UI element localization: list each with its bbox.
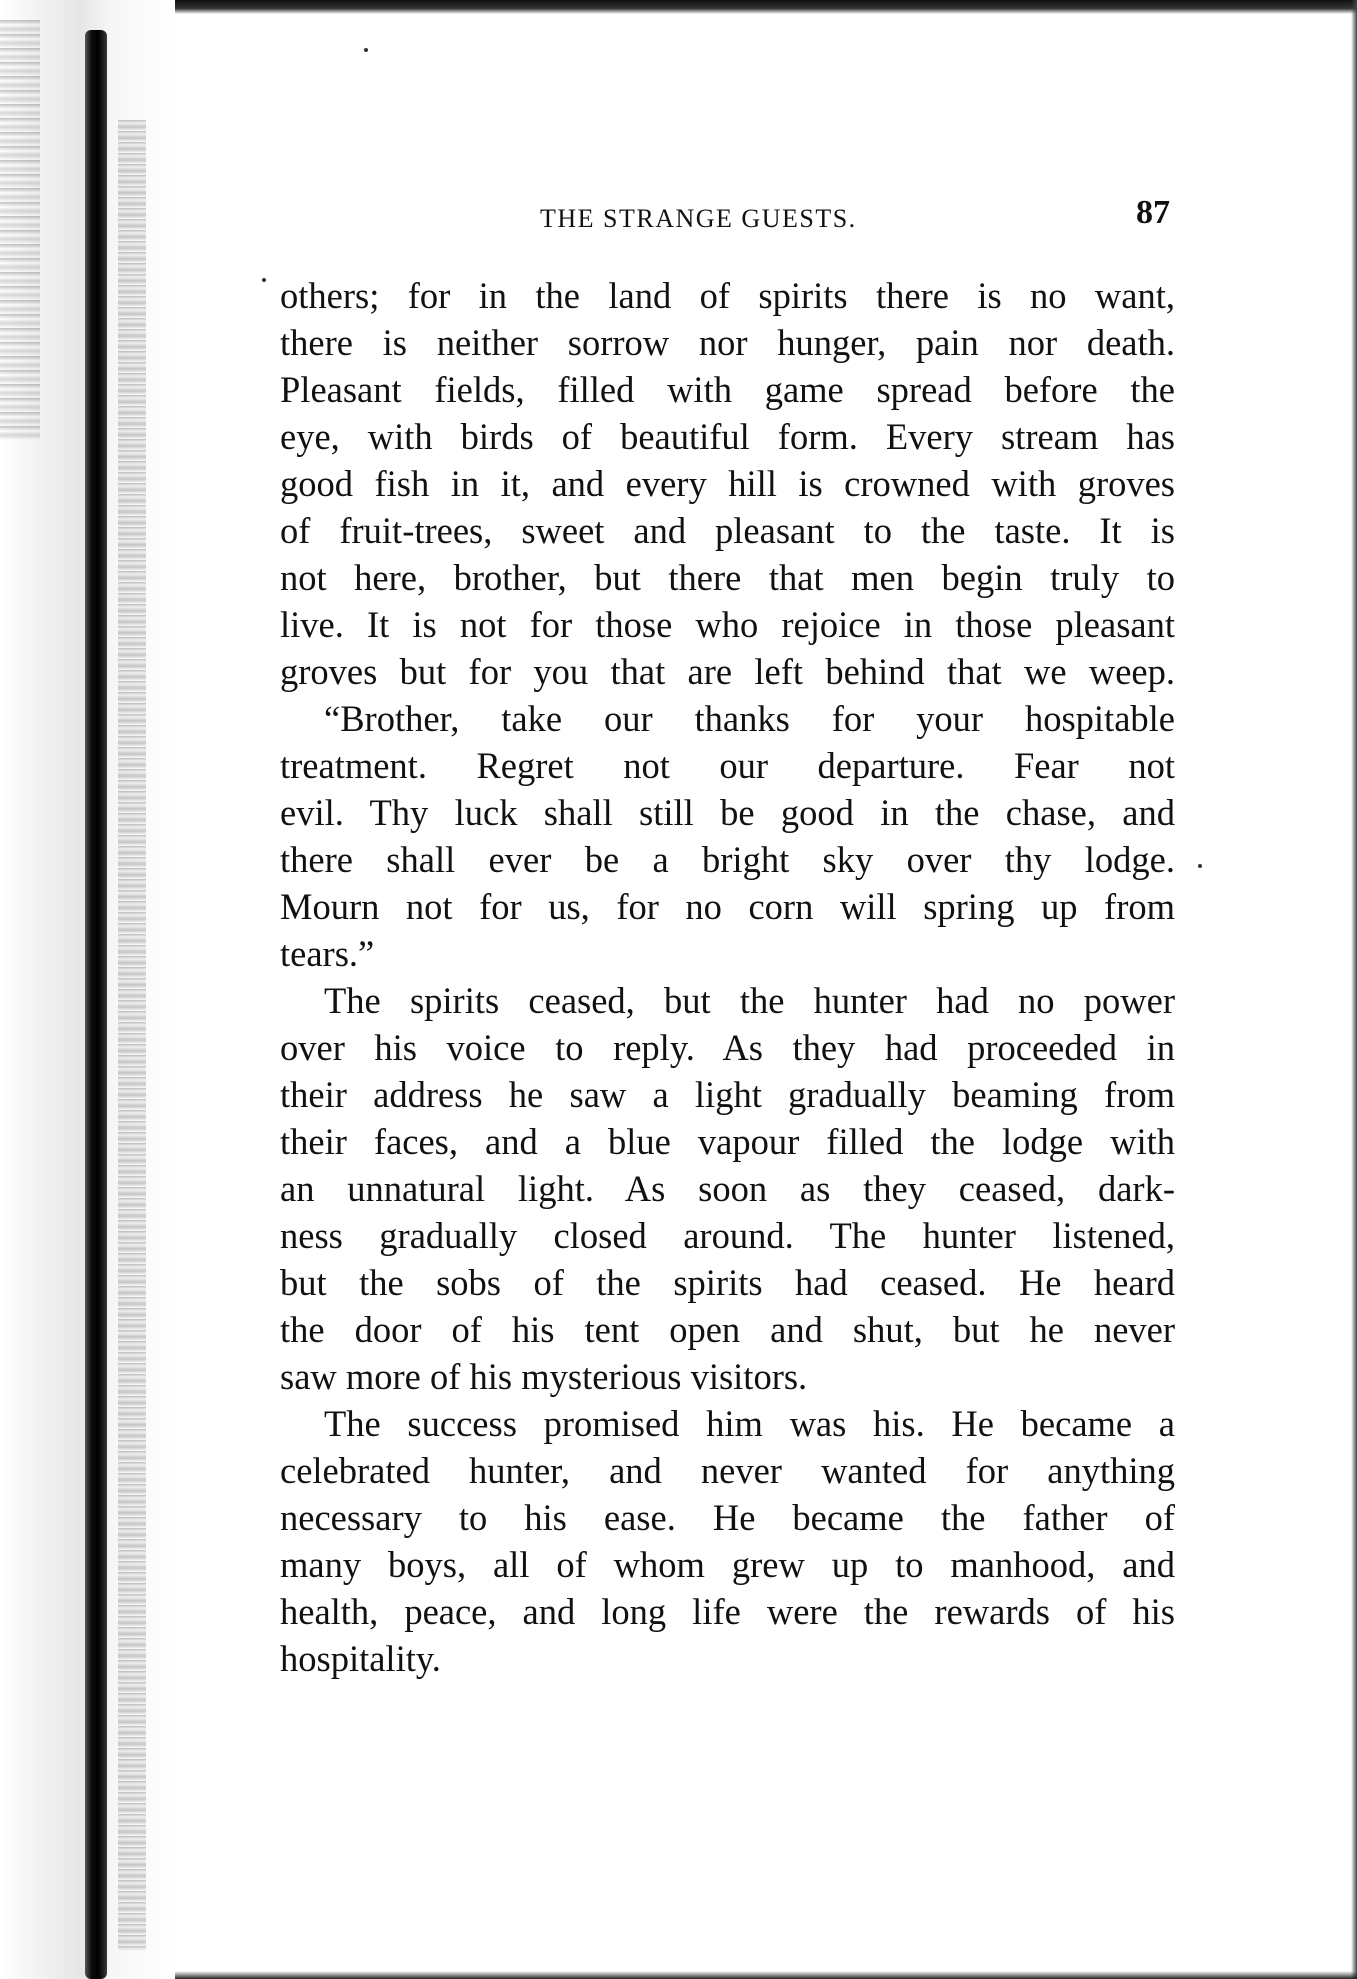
text-line: The spirits ceased, but the hunter had no power [324, 980, 1175, 1021]
text-line: good fish in it, and every hill is crowned with groves [280, 463, 1175, 504]
gutter-speckle-right [118, 120, 146, 1950]
text-line: treatment. Regret not our departure. Fear not [280, 745, 1175, 786]
gutter-speckle-left [0, 20, 40, 440]
page-edge-bottom [0, 1971, 1357, 1979]
stray-mark [1198, 864, 1202, 868]
text-line: saw more of his mysterious visitors. [280, 1356, 808, 1397]
text-line: the door of his tent open and shut, but he never [280, 1309, 1175, 1350]
running-head [280, 194, 1170, 244]
text-line: The success promised him was his. He became a [324, 1403, 1175, 1444]
text-line: but the sobs of the spirits had ceased. He heard [280, 1262, 1175, 1303]
text-line: groves but for you that are left behind that we weep. [280, 651, 1175, 692]
paragraph [280, 977, 1175, 1400]
text-line: eye, with birds of beautiful form. Every stream has [280, 416, 1175, 457]
text-line: Pleasant fields, filled with game spread before the [280, 369, 1175, 410]
text-line: celebrated hunter, and never wanted for anything [280, 1450, 1175, 1491]
text-line: health, peace, and long life were the rewards of his [280, 1591, 1175, 1632]
text-line: Mourn not for us, for no corn will spring up from [280, 886, 1175, 927]
text-line: an unnatural light. As soon as they ceased, dark- [280, 1168, 1175, 1209]
gutter-binding-shadow [85, 30, 107, 1979]
text-line: over his voice to reply. As they had proceeded in [280, 1027, 1175, 1068]
stray-mark [262, 278, 266, 282]
paragraph [280, 695, 1175, 977]
text-line: hospitality. [280, 1638, 441, 1679]
page-edge-top [0, 0, 1357, 14]
text-line: there is neither sorrow nor hunger, pain nor death. [280, 322, 1175, 363]
body-text [280, 272, 1175, 1682]
text-line: their address he saw a light gradually beaming from [280, 1074, 1175, 1115]
text-line: others; for in the land of spirits there is no want, [280, 275, 1175, 316]
text-line: evil. Thy luck shall still be good in the chase, and [280, 792, 1175, 833]
running-title: THE STRANGE GUESTS. [540, 204, 857, 233]
text-line: ness gradually closed around. The hunter listened, [280, 1215, 1175, 1256]
text-line: necessary to his ease. He became the father of [280, 1497, 1175, 1538]
text-line: many boys, all of whom grew up to manhood, and [280, 1544, 1175, 1585]
text-line: there shall ever be a bright sky over thy lodge. [280, 839, 1175, 880]
text-line: tears.” [280, 933, 375, 974]
text-line: their faces, and a blue vapour filled the lodge with [280, 1121, 1175, 1162]
paragraph [280, 1400, 1175, 1682]
text-line: of fruit-trees, sweet and pleasant to the taste. It is [280, 510, 1175, 551]
book-gutter [0, 0, 175, 1979]
text-line: not here, brother, but there that men begin truly to [280, 557, 1175, 598]
stray-mark [364, 48, 368, 52]
text-line: live. It is not for those who rejoice in those pleasant [280, 604, 1175, 645]
page-number: 87 [1136, 194, 1170, 231]
page-edge-right [1351, 0, 1357, 1979]
text-line: “Brother, take our thanks for your hospitable [324, 698, 1175, 739]
paragraph [280, 272, 1175, 695]
